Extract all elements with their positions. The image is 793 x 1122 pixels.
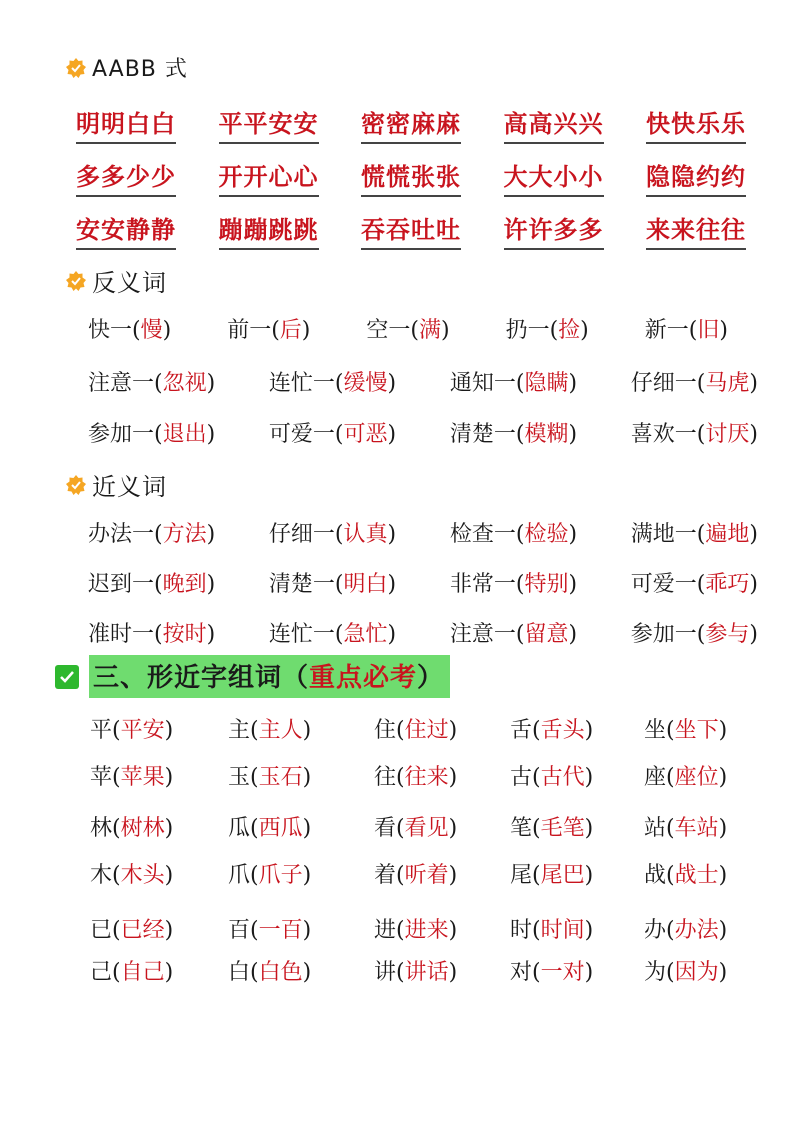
synonym-close-paren: ) — [749, 522, 758, 547]
aabb-row — [76, 104, 746, 144]
antonym-word: 前一( — [227, 318, 280, 343]
similar-word: 己( — [90, 960, 121, 985]
synonym-pair — [450, 617, 577, 648]
similar-word: 舌( — [510, 718, 541, 743]
similar-title — [89, 655, 450, 698]
synonym-word: 清楚一( — [268, 572, 344, 597]
similar-row — [90, 713, 750, 744]
antonym-pair — [269, 366, 396, 397]
similar-row — [90, 811, 750, 842]
similar-pair — [644, 811, 764, 842]
similar-close-paren: ) — [584, 816, 594, 841]
similar-pair — [374, 913, 510, 944]
similar-word: 玉( — [228, 765, 259, 790]
antonym-answer: 后 — [279, 318, 302, 343]
similar-answer: 坐下 — [674, 718, 719, 743]
similar-pair — [644, 760, 764, 791]
orange-badge-icon — [66, 58, 86, 78]
similar-word: 已( — [90, 918, 121, 943]
synonym-pair — [450, 567, 577, 598]
similar-close-paren: ) — [718, 816, 728, 841]
similar-word: 木( — [90, 863, 121, 888]
similar-pair — [228, 858, 374, 889]
similar-answer: 舌头 — [540, 718, 585, 743]
similar-word: 尾( — [510, 863, 541, 888]
antonym-answer: 满 — [418, 318, 441, 343]
similar-close-paren: ) — [302, 765, 312, 790]
aabb-word: 密密麻麻 — [361, 104, 461, 144]
antonym-answer: 缓慢 — [343, 371, 388, 396]
similar-title-highlight: 重点必考 — [309, 663, 418, 693]
similar-word: 对( — [510, 960, 541, 985]
antonym-answer: 可恶 — [343, 422, 388, 447]
antonym-answer: 退出 — [162, 422, 207, 447]
synonym-word: 迟到一( — [88, 572, 163, 597]
similar-close-paren: ) — [448, 718, 458, 743]
similar-word: 着( — [374, 863, 405, 888]
similar-answer: 自己 — [120, 960, 165, 985]
antonym-word: 参加一( — [88, 422, 163, 447]
aabb-word: 吞吞吐吐 — [361, 210, 461, 250]
similar-close-paren: ) — [448, 765, 458, 790]
synonym-close-paren: ) — [206, 522, 216, 547]
similar-word: 林( — [90, 816, 121, 841]
similar-pair — [374, 811, 510, 842]
synonym-word: 准时一( — [88, 622, 163, 647]
antonym-close-paren: ) — [301, 318, 311, 343]
antonym-pair — [450, 417, 577, 448]
synonym-close-paren: ) — [749, 572, 758, 597]
synonym-close-paren: ) — [206, 572, 216, 597]
similar-pair — [510, 913, 644, 944]
similar-close-paren: ) — [302, 718, 312, 743]
synonym-pair — [269, 567, 396, 598]
antonym-pair — [227, 313, 310, 344]
synonym-answer: 乖巧 — [705, 572, 750, 597]
similar-answer: 白色 — [258, 960, 303, 985]
antonym-word: 喜欢一( — [630, 422, 706, 447]
aabb-word: 大大小小 — [504, 157, 604, 197]
similar-close-paren: ) — [164, 960, 174, 985]
check-icon — [55, 665, 79, 689]
synonym-close-paren: ) — [387, 522, 397, 547]
antonym-answer: 慢 — [140, 318, 163, 343]
similar-title-prefix: 三、形近字组词 — [93, 663, 283, 693]
synonym-word: 参加一( — [630, 622, 706, 647]
synonym-answer: 方法 — [162, 522, 207, 547]
similar-answer: 看见 — [404, 816, 449, 841]
antonym-word: 连忙一( — [268, 371, 344, 396]
similar-answer: 树林 — [120, 816, 165, 841]
aabb-word: 明明白白 — [76, 104, 176, 144]
synonym-close-paren: ) — [387, 572, 397, 597]
similar-pair — [644, 955, 764, 986]
synonym-row — [88, 517, 758, 548]
similar-answer: 车站 — [674, 816, 719, 841]
synonym-close-paren: ) — [387, 622, 397, 647]
similar-row — [90, 913, 750, 944]
orange-badge-icon — [66, 475, 86, 495]
similar-close-paren: ) — [164, 816, 174, 841]
antonym-pair — [506, 313, 589, 344]
antonym-word: 空一( — [366, 318, 419, 343]
similar-word: 往( — [374, 765, 405, 790]
similar-pair — [228, 760, 374, 791]
similar-pair — [374, 955, 510, 986]
similar-close-paren: ) — [302, 918, 312, 943]
similar-pair — [228, 811, 374, 842]
similar-answer: 战士 — [674, 863, 719, 888]
synonym-answer: 急忙 — [343, 622, 388, 647]
antonym-pair — [366, 313, 449, 344]
similar-close-paren: ) — [718, 863, 728, 888]
similar-answer: 爪子 — [258, 863, 303, 888]
similar-row — [90, 760, 750, 791]
antonym-answer: 讨厌 — [705, 422, 750, 447]
antonym-answer: 旧 — [697, 318, 720, 343]
aabb-word: 平平安安 — [219, 104, 319, 144]
similar-pair — [510, 955, 644, 986]
similar-pair — [374, 858, 510, 889]
similar-answer: 毛笔 — [540, 816, 585, 841]
similar-close-paren: ) — [164, 918, 174, 943]
similar-close-paren: ) — [448, 960, 458, 985]
antonym-close-paren: ) — [387, 422, 397, 447]
similar-word: 苹( — [90, 765, 121, 790]
synonym-title: 近义词 — [92, 473, 167, 501]
antonym-heading — [66, 263, 167, 298]
aabb-word: 许许多多 — [504, 210, 604, 250]
aabb-row — [76, 210, 746, 250]
synonym-answer: 按时 — [162, 622, 207, 647]
synonym-answer: 参与 — [705, 622, 750, 647]
similar-answer: 尾巴 — [540, 863, 585, 888]
similar-word: 时( — [510, 918, 541, 943]
antonym-answer: 马虎 — [705, 371, 750, 396]
antonym-pair — [88, 313, 171, 344]
similar-answer: 因为 — [674, 960, 719, 985]
similar-pair — [644, 713, 764, 744]
similar-pair — [90, 811, 228, 842]
similar-pair — [90, 713, 228, 744]
synonym-pair — [269, 617, 396, 648]
antonym-pair — [450, 366, 577, 397]
antonym-answer: 捡 — [558, 318, 581, 343]
similar-pair — [374, 760, 510, 791]
similar-answer: 住过 — [404, 718, 449, 743]
similar-word: 爪( — [228, 863, 259, 888]
antonym-close-paren: ) — [206, 422, 216, 447]
similar-word: 讲( — [374, 960, 405, 985]
antonym-pair — [631, 417, 758, 448]
aabb-title: AABB 式 — [92, 57, 188, 82]
similar-word: 战( — [644, 863, 675, 888]
similar-heading — [55, 655, 450, 698]
synonym-word: 可爱一( — [630, 572, 706, 597]
similar-answer: 玉石 — [258, 765, 303, 790]
similar-answer: 苹果 — [120, 765, 165, 790]
synonym-pair — [631, 567, 758, 598]
synonym-close-paren: ) — [568, 622, 578, 647]
similar-word: 办( — [644, 918, 675, 943]
synonym-word: 非常一( — [449, 572, 525, 597]
similar-pair — [644, 858, 764, 889]
antonym-close-paren: ) — [568, 371, 578, 396]
similar-close-paren: ) — [448, 918, 458, 943]
similar-pair — [228, 713, 374, 744]
synonym-pair — [450, 517, 577, 548]
antonym-answer: 隐瞒 — [524, 371, 569, 396]
aabb-word: 开开心心 — [219, 157, 319, 197]
antonym-answer: 模糊 — [524, 422, 569, 447]
synonym-word: 办法一( — [88, 522, 163, 547]
antonym-close-paren: ) — [580, 318, 589, 343]
synonym-close-paren: ) — [206, 622, 216, 647]
antonym-pair — [88, 366, 215, 397]
antonym-pair — [269, 417, 396, 448]
similar-pair — [374, 713, 510, 744]
similar-pair — [644, 913, 764, 944]
synonym-answer: 认真 — [343, 522, 388, 547]
antonym-close-paren: ) — [162, 318, 172, 343]
synonym-pair — [631, 617, 758, 648]
synonym-pair — [88, 567, 215, 598]
synonym-close-paren: ) — [568, 572, 578, 597]
antonym-pair — [645, 313, 728, 344]
synonym-pair — [88, 617, 215, 648]
antonym-pair — [88, 417, 215, 448]
similar-answer: 一对 — [540, 960, 585, 985]
antonym-word: 仔细一( — [630, 371, 706, 396]
synonym-pair — [88, 517, 215, 548]
synonym-row — [88, 617, 758, 648]
aabb-word: 高高兴兴 — [504, 104, 604, 144]
antonym-word: 清楚一( — [449, 422, 525, 447]
similar-pair — [228, 913, 374, 944]
antonym-close-paren: ) — [568, 422, 578, 447]
synonym-word: 连忙一( — [268, 622, 344, 647]
antonym-word: 扔一( — [505, 318, 559, 343]
similar-answer: 平安 — [120, 718, 165, 743]
similar-answer: 往来 — [404, 765, 449, 790]
similar-paren-open: （ — [282, 663, 310, 693]
similar-answer: 西瓜 — [258, 816, 303, 841]
orange-badge-icon — [66, 271, 86, 291]
synonym-answer: 遍地 — [705, 522, 750, 547]
similar-word: 瓜( — [228, 816, 259, 841]
aabb-word: 蹦蹦跳跳 — [219, 210, 319, 250]
antonym-title: 反义词 — [92, 269, 167, 297]
similar-close-paren: ) — [302, 816, 312, 841]
similar-close-paren: ) — [584, 718, 594, 743]
similar-close-paren: ) — [584, 918, 594, 943]
similar-word: 笔( — [510, 816, 541, 841]
similar-word: 进( — [374, 918, 405, 943]
antonym-pair — [631, 366, 758, 397]
similar-close-paren: ) — [718, 918, 728, 943]
antonym-close-paren: ) — [719, 318, 728, 343]
similar-word: 古( — [510, 765, 541, 790]
synonym-answer: 留意 — [524, 622, 569, 647]
similar-close-paren: ) — [302, 863, 312, 888]
similar-word: 站( — [644, 816, 675, 841]
synonym-close-paren: ) — [749, 622, 758, 647]
synonym-pair — [631, 517, 758, 548]
similar-pair — [228, 955, 374, 986]
similar-pair — [90, 760, 228, 791]
aabb-word: 快快乐乐 — [646, 104, 746, 144]
similar-word: 平( — [90, 718, 121, 743]
aabb-row — [76, 157, 746, 197]
antonym-word: 通知一( — [449, 371, 525, 396]
similar-close-paren: ) — [448, 816, 458, 841]
similar-word: 白( — [228, 960, 259, 985]
similar-row — [90, 955, 750, 986]
aabb-word: 来来往往 — [646, 210, 746, 250]
similar-answer: 一百 — [258, 918, 303, 943]
synonym-word: 满地一( — [630, 522, 706, 547]
similar-pair — [90, 955, 228, 986]
synonym-pair — [269, 517, 396, 548]
antonym-word: 可爱一( — [268, 422, 344, 447]
similar-pair — [90, 913, 228, 944]
antonym-row — [88, 366, 758, 397]
antonym-close-paren: ) — [749, 371, 758, 396]
similar-pair — [90, 858, 228, 889]
similar-answer: 讲话 — [404, 960, 449, 985]
antonym-answer: 忽视 — [162, 371, 207, 396]
similar-row — [90, 858, 750, 889]
antonym-close-paren: ) — [206, 371, 216, 396]
similar-answer: 时间 — [540, 918, 585, 943]
similar-close-paren: ) — [718, 765, 728, 790]
antonym-close-paren: ) — [387, 371, 397, 396]
similar-pair — [510, 858, 644, 889]
synonym-answer: 明白 — [343, 572, 388, 597]
synonym-word: 注意一( — [449, 622, 525, 647]
synonym-close-paren: ) — [568, 522, 578, 547]
similar-word: 主( — [228, 718, 259, 743]
similar-word: 坐( — [644, 718, 675, 743]
similar-word: 住( — [374, 718, 405, 743]
similar-answer: 古代 — [540, 765, 585, 790]
similar-word: 座( — [644, 765, 675, 790]
antonym-word: 快一( — [88, 318, 141, 343]
synonym-answer: 晚到 — [162, 572, 207, 597]
aabb-word: 多多少少 — [76, 157, 176, 197]
similar-answer: 已经 — [120, 918, 165, 943]
similar-paren-close: ） — [417, 663, 445, 693]
antonym-word: 新一( — [644, 318, 698, 343]
aabb-word: 慌慌张张 — [361, 157, 461, 197]
similar-close-paren: ) — [584, 960, 594, 985]
similar-close-paren: ) — [164, 765, 174, 790]
similar-close-paren: ) — [718, 718, 728, 743]
similar-answer: 主人 — [258, 718, 303, 743]
similar-close-paren: ) — [584, 765, 594, 790]
synonym-answer: 检验 — [524, 522, 569, 547]
similar-close-paren: ) — [302, 960, 312, 985]
aabb-word: 隐隐约约 — [646, 157, 746, 197]
similar-pair — [510, 760, 644, 791]
similar-answer: 进来 — [404, 918, 449, 943]
synonym-heading — [66, 467, 167, 502]
similar-word: 百( — [228, 918, 259, 943]
synonym-word: 检查一( — [449, 522, 525, 547]
antonym-word: 注意一( — [88, 371, 163, 396]
similar-close-paren: ) — [584, 863, 594, 888]
similar-word: 为( — [644, 960, 675, 985]
similar-word: 看( — [374, 816, 405, 841]
similar-answer: 座位 — [674, 765, 719, 790]
similar-close-paren: ) — [164, 863, 174, 888]
aabb-heading — [66, 52, 188, 83]
similar-pair — [510, 713, 644, 744]
similar-answer: 听着 — [404, 863, 449, 888]
antonym-row — [88, 417, 758, 448]
similar-close-paren: ) — [164, 718, 174, 743]
antonym-row — [88, 313, 728, 344]
similar-pair — [510, 811, 644, 842]
aabb-word: 安安静静 — [76, 210, 176, 250]
synonym-word: 仔细一( — [268, 522, 344, 547]
similar-close-paren: ) — [718, 960, 728, 985]
similar-answer: 木头 — [120, 863, 165, 888]
similar-close-paren: ) — [448, 863, 458, 888]
synonym-row — [88, 567, 758, 598]
synonym-answer: 特别 — [524, 572, 569, 597]
similar-answer: 办法 — [674, 918, 719, 943]
antonym-close-paren: ) — [440, 318, 450, 343]
antonym-close-paren: ) — [749, 422, 758, 447]
